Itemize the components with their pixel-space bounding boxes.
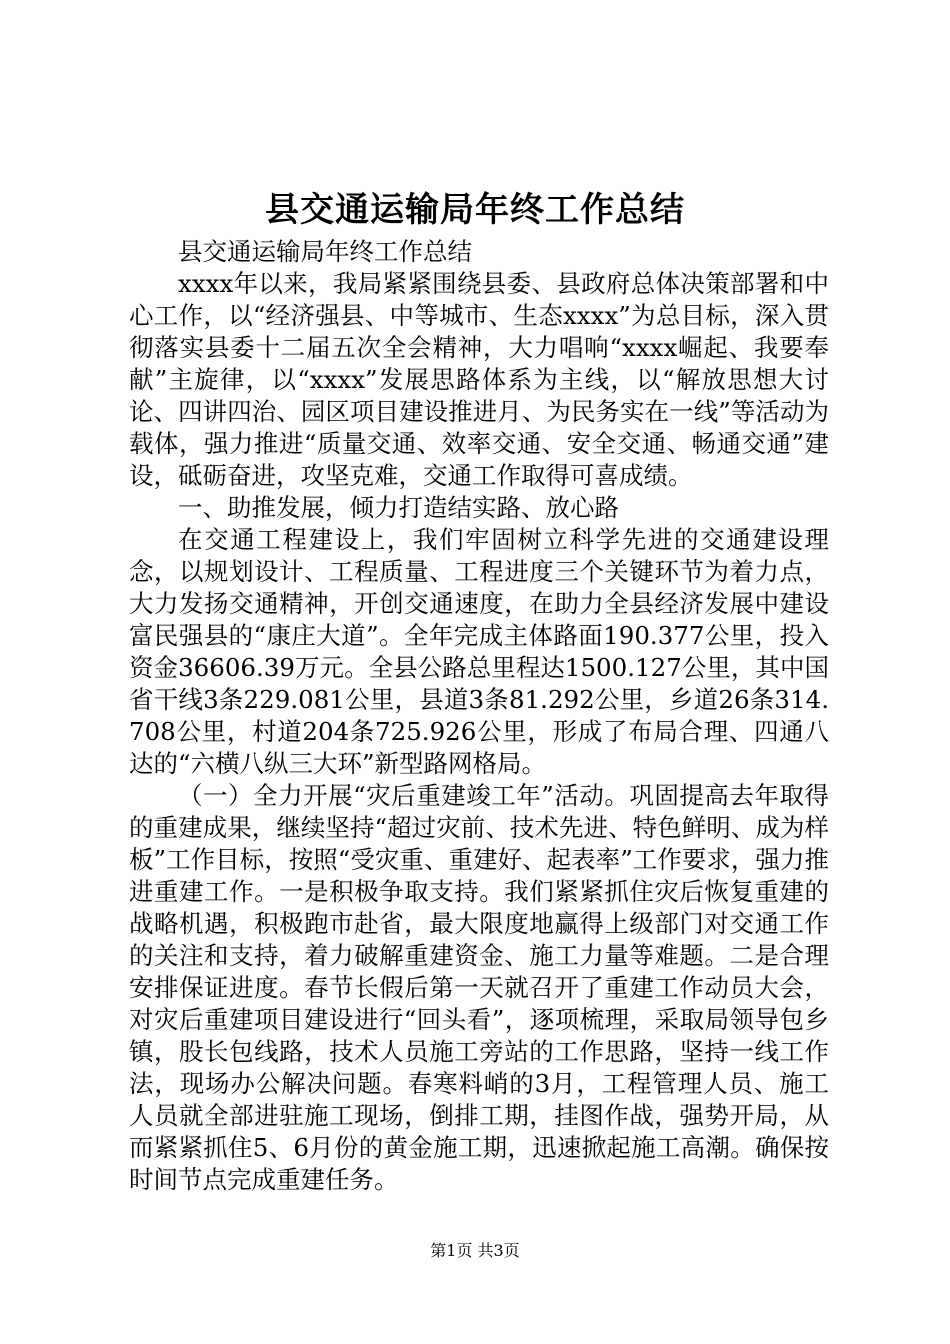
document-body <box>129 236 829 1196</box>
paragraph-construction: 在交通工程建设上，我们牢固树立科学先进的交通建设理念，以规划设计、工程质量、工程进度三个关键环节为着力点，大力发扬交通精神，开创交通速度，在助力全县经济发展中建设富民强县的“康庄大道”。全年完成主体路面190.377公里，投入资金36606.39万元。全县公路总里程达1500.127公里，其中国省干线3条229.081公里，县道3条81.292公里，乡道26条314.708公里，村道204条725.926公里，形成了布局合理、四通八达的“六横八纵三大环”新型路网格局。 <box>129 525 829 778</box>
document-title: 县交通运输局年终工作总结 <box>265 190 685 230</box>
paragraph-intro: xxxx年以来，我局紧紧围绕县委、县政府总体决策部署和中心工作，以“经济强县、中等城市、生态xxxx”为总目标，深入贯彻落实县委十二届五次全会精神，大力唱响“xxxx崛起、我要奉献”主旋律，以“xxxx”发展思路体系为主线，以“解放思想大讨论、四讲四治、园区项目建设推进月、为民务实在一线”等活动为载体，强力推进“质量交通、效率交通、安全交通、畅通交通”建设，砥砺奋进，攻坚克难，交通工作取得可喜成绩。 <box>129 269 829 490</box>
section-heading-1: 一、助推发展，倾力打造结实路、放心路 <box>178 493 619 522</box>
page-footer: 第1页 共3页 <box>430 1241 520 1260</box>
paragraph-subtitle: 县交通运输局年终工作总结 <box>178 237 472 266</box>
paragraph-reconstruction: （一）全力开展“灾后重建竣工年”活动。巩固提高去年取得的重建成果，继续坚持“超过灾前、技术先进、特色鲜明、成为样板”工作目标，按照“受灾重、重建好、起表率”工作要求，强力推进重建工作。一是积极争取支持。我们紧紧抓住灾后恢复重建的战略机遇，积极跑市赴省，最大限度地赢得上级部门对交通工作的关注和支持，着力破解重建资金、施工力量等难题。二是合理安排保证进度。春节长假后第一天就召开了重建工作动员大会，对灾后重建项目建设进行“回头看”，逐项梳理，采取局领导包乡镇，股长包线路，技术人员施工旁站的工作思路，坚持一线工作法，现场办公解决问题。春寒料峭的3月，工程管理人员、施工人员就全部进驻施工现场，倒排工期，挂图作战，强势开局，从而紧紧抓住5、6月份的黄金施工期，迅速掀起施工高潮。确保按时间节点完成重建任务。 <box>129 781 829 1194</box>
